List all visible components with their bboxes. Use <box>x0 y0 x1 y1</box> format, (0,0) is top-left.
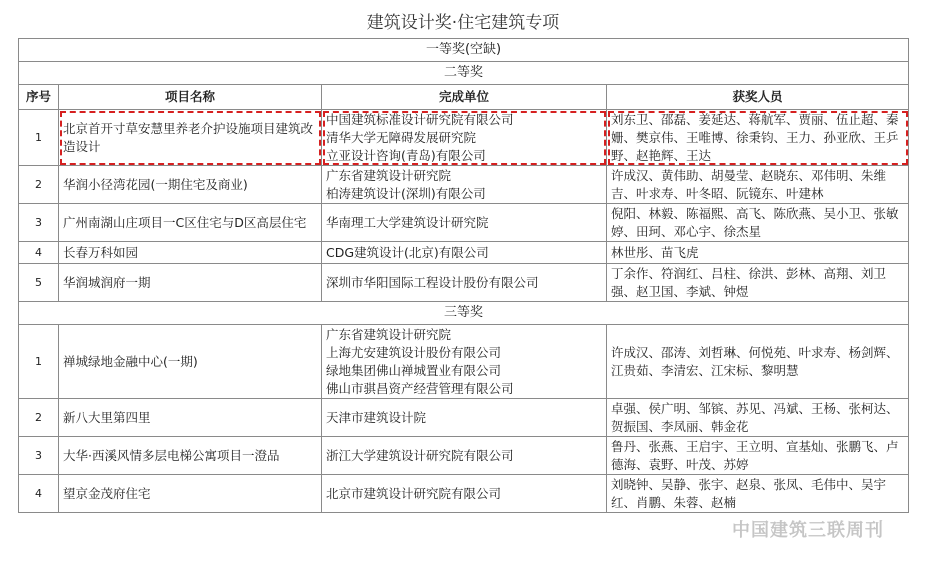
header-unit: 完成单位 <box>322 85 607 110</box>
row-project: 长春万科如园 <box>59 242 322 264</box>
row-people: 卓强、侯广明、邹镔、苏见、冯斌、王杨、张柯达、贺振国、李凤丽、韩金花 <box>607 399 909 437</box>
unit-name: 上海尤安建筑设计股份有限公司 <box>326 344 502 360</box>
section-second-prize: 二等奖 <box>19 62 909 85</box>
table-row <box>19 325 909 399</box>
unit-name: 柏涛建筑设计(深圳)有限公司 <box>326 185 486 201</box>
unit-name: 广东省建筑设计研究院 <box>326 167 452 183</box>
row-people: 刘晓钟、吴静、张宇、赵泉、张凤、毛伟中、吴宇红、肖鹏、朱蓉、赵楠 <box>607 475 909 513</box>
unit-name: 佛山市骐昌资产经营管理有限公司 <box>326 380 514 396</box>
row-units <box>322 242 607 264</box>
row-units <box>322 475 607 513</box>
unit-name: 浙江大学建筑设计研究院有限公司 <box>326 447 514 463</box>
row-seq: 5 <box>19 264 59 302</box>
row-seq: 1 <box>19 325 59 399</box>
award-table <box>18 38 909 513</box>
row-units <box>322 166 607 204</box>
row-seq: 1 <box>19 110 59 166</box>
watermark: 中国建筑三联周刊 <box>732 520 884 541</box>
row-people: 鲁丹、张燕、王启宇、王立明、宣基灿、张鹏飞、卢德海、袁野、叶茂、苏婷 <box>607 437 909 475</box>
row-project: 北京首开寸草安慧里养老介护设施项目建筑改造设计 <box>59 110 322 166</box>
row-people: 丁余作、符润红、吕柱、徐洪、彭林、高翔、刘卫强、赵卫国、李斌、钟煜 <box>607 264 909 302</box>
unit-name: 广东省建筑设计研究院 <box>326 326 452 342</box>
table-row <box>19 399 909 437</box>
section-first-prize: 一等奖(空缺) <box>19 39 909 62</box>
unit-name: CDG建筑设计(北京)有限公司 <box>326 244 489 260</box>
header-people: 获奖人员 <box>607 85 909 110</box>
row-units <box>322 399 607 437</box>
unit-name: 深圳市华阳国际工程设计股份有限公司 <box>326 274 539 290</box>
table-row <box>19 475 909 513</box>
row-units <box>322 264 607 302</box>
row-seq: 4 <box>19 242 59 264</box>
row-units <box>322 110 607 166</box>
unit-name: 清华大学无障碍发展研究院 <box>326 129 477 145</box>
row-seq: 3 <box>19 437 59 475</box>
page-title: 建筑设计奖·住宅建筑专项 <box>366 13 560 33</box>
unit-name: 天津市建筑设计院 <box>326 409 427 425</box>
table-row <box>19 264 909 302</box>
table-row <box>19 204 909 242</box>
row-project: 望京金茂府住宅 <box>59 475 322 513</box>
row-people: 许成汉、邵涛、刘哲琳、何悦苑、叶求寿、杨剑辉、江贵茹、李清宏、江宋标、黎明慧 <box>607 325 909 399</box>
table-row <box>19 166 909 204</box>
row-project: 大华·西溪风情多层电梯公寓项目一澄品 <box>59 437 322 475</box>
section-third-prize: 三等奖 <box>19 302 909 325</box>
unit-name: 绿地集团佛山禅城置业有限公司 <box>326 362 502 378</box>
table-header <box>19 85 909 110</box>
header-project: 项目名称 <box>59 85 322 110</box>
table-row <box>19 242 909 264</box>
row-project: 禅城绿地金融中心(一期) <box>59 325 322 399</box>
row-seq: 4 <box>19 475 59 513</box>
row-seq: 3 <box>19 204 59 242</box>
row-units <box>322 204 607 242</box>
row-people: 倪阳、林毅、陈福熙、高飞、陈欣燕、吴小卫、张敏婷、田珂、邓心宇、徐杰星 <box>607 204 909 242</box>
unit-name: 北京市建筑设计研究院有限公司 <box>326 485 502 501</box>
table-row <box>19 110 909 166</box>
unit-name: 华南理工大学建筑设计研究院 <box>326 214 489 230</box>
row-project: 华润小径湾花园(一期住宅及商业) <box>59 166 322 204</box>
row-people: 林世彤、苗飞虎 <box>607 242 909 264</box>
row-project: 广州南湖山庄项目一C区住宅与D区高层住宅 <box>59 204 322 242</box>
header-seq: 序号 <box>19 85 59 110</box>
unit-name: 中国建筑标准设计研究院有限公司 <box>326 111 514 127</box>
row-project: 华润城润府一期 <box>59 264 322 302</box>
row-seq: 2 <box>19 399 59 437</box>
row-units <box>322 325 607 399</box>
row-people: 刘东卫、邵磊、姜延达、蒋航军、贾丽、伍止超、秦姗、樊京伟、王唯博、徐秉钧、王力、孙亚欣、王乒野、赵艳辉、王达 <box>607 110 909 166</box>
row-units <box>322 437 607 475</box>
row-seq: 2 <box>19 166 59 204</box>
table-row <box>19 437 909 475</box>
row-people: 许成汉、黄伟助、胡曼莹、赵晓东、邓伟明、朱维吉、叶求寿、叶冬昭、阮镜东、叶建林 <box>607 166 909 204</box>
row-project: 新八大里第四里 <box>59 399 322 437</box>
unit-name: 立亚设计咨询(青岛)有限公司 <box>326 147 486 163</box>
